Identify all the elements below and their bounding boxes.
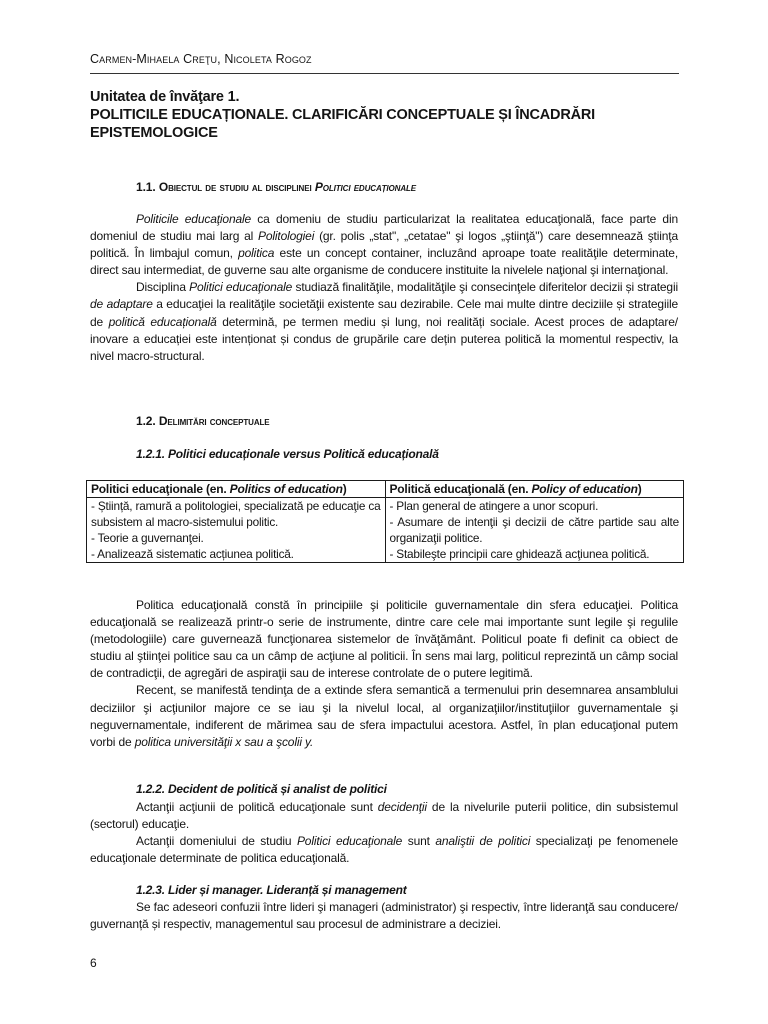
paragraph: Actanţii domeniului de studiu Politici educaţionale sunt analiştii de politici specializaţi pe fenomenele educaţionale determinate de politica educaţională.	[90, 834, 679, 866]
section-1-1-body	[90, 211, 678, 365]
paragraph: Disciplina Politici educaţionale studiază finalităţile, modalităţile şi consecinţele diferitelor decizii și strategii de adaptare a educaţiei la realităţile societăţii existente sau dezirabile. Cele mai multe dintre deciziile și strategiile de politică educațională determină, pe termen mediu și lung, noi realități sociale. Acest proces de adaptare/ inovare a educației este intenționat și condus de grupările care dețin puterea politică la momentul respectiv, la nivel macro-structural.	[90, 280, 679, 363]
list-item: - Asumare de intenţii şi decizii de către partide sau alte organizaţii politice.	[389, 515, 679, 545]
section-1-2-2-body	[90, 799, 678, 867]
table-header-politics: Politici educaţionale (en. Politics of education)	[87, 481, 386, 498]
table-cell-politics	[87, 498, 386, 563]
table-header-row	[87, 481, 684, 498]
list-item: - Stabileşte principii care ghidează acţiunea politică.	[389, 547, 650, 561]
section-1-2-2-heading: 1.2.2. Decident de politică și analist de politici	[136, 782, 387, 796]
page-number: 6	[90, 956, 97, 970]
running-header-authors: Carmen-Mihaela Creţu, Nicoleta Rogoz	[90, 52, 312, 66]
section-1-2-1-body	[90, 597, 678, 751]
table-header-policy: Politică educaţională (en. Policy of education)	[385, 481, 684, 498]
paragraph: Politica educaţională constă în principiile şi politicile guvernamentale din sfera educaţiei. Politica educaţională se realizează printr-o serie de instrumente, dintre care cele mai importante sunt legile şi regulile (metodologiile) care guvernează funcţionarea sistemelor de învăţământ. Politicul poate fi definit ca obiect de studiu al ştiinţei politice sau ca un câmp de acţiune al politicii. În sens mai larg, politicul reprezintă un câmp social de contradicţii, de agregări de aspiraţii sau de interese controlate de o putere legitimă.	[90, 598, 678, 681]
section-1-2-3-heading: 1.2.3. Lider și manager. Lideranță și management	[136, 883, 407, 897]
list-item: - Știință, ramură a politologiei, specializată pe educaţie ca subsistem al macro-sistemului politic.	[91, 499, 381, 529]
table-row	[87, 498, 684, 563]
unit-title-line-1: POLITICILE EDUCAȚIONALE. CLARIFICĂRI CONCEPTUALE ȘI ÎNCADRĂRI	[90, 107, 595, 123]
paragraph: Recent, se manifestă tendinţa de a extinde sfera semantică a termenului prin desemnarea ansamblului deciziilor şi acţiunilor majore ce se iau şi la nivelul local, al organizaţiilor/instituţiilor guvernamentale şi neguvernamentale, indiferent de mărimea sau de sfera impactului acestora. Astfel, în plan educaţional putem vorbi de politica universităţii x sau a şcolii y.	[90, 683, 678, 749]
paragraph: Se fac adeseori confuzii între lideri şi manageri (administrator) şi respectiv, între lideranţă sau conducere/ guvernanță și respectiv, managementul sau procesul de administrare a deciziei.	[90, 900, 678, 932]
section-1-2-3-body	[90, 899, 678, 933]
header-rule	[90, 73, 679, 74]
section-1-2-1-heading: 1.2.1. Politici educaționale versus Politică educațională	[136, 447, 439, 461]
unit-title-block	[90, 88, 690, 142]
list-item: - Analizează sistematic acțiunea politică.	[91, 547, 294, 561]
paragraph: Actanţii acţiunii de politică educaţionale sunt decidenţii de la nivelurile puterii politice, din subsistemul (sectorul) educaţie.	[90, 800, 678, 832]
paragraph: Politicile educaţionale ca domeniu de studiu particularizat la realitatea educaţională, face parte din domeniul de studiu mai larg al Politologiei (gr. polis „stat", „cetatae" şi logos „ştiinţă") care desemnează ştiinţa politică. În limbajul comun, politica este un concept container, incluzând aproape toate realităţile determinate, direct sau intermediat, de guverne sau alte organisme de conducere instituite la nivelele naţional şi internaţional.	[90, 212, 679, 278]
list-item: - Teorie a guvernanţei.	[91, 531, 204, 545]
comparison-table	[86, 480, 684, 563]
list-item: - Plan general de atingere a unor scopuri.	[389, 499, 599, 513]
unit-title-line-2: EPISTEMOLOGICE	[90, 125, 218, 141]
unit-label: Unitatea de învăţare 1.	[90, 89, 240, 105]
section-1-1-heading: 1.1. Obiectul de studiu al disciplinei Politici educaționale	[136, 180, 417, 194]
section-1-2-heading: 1.2. Delimitări conceptuale	[136, 414, 270, 428]
table-cell-policy	[385, 498, 684, 563]
